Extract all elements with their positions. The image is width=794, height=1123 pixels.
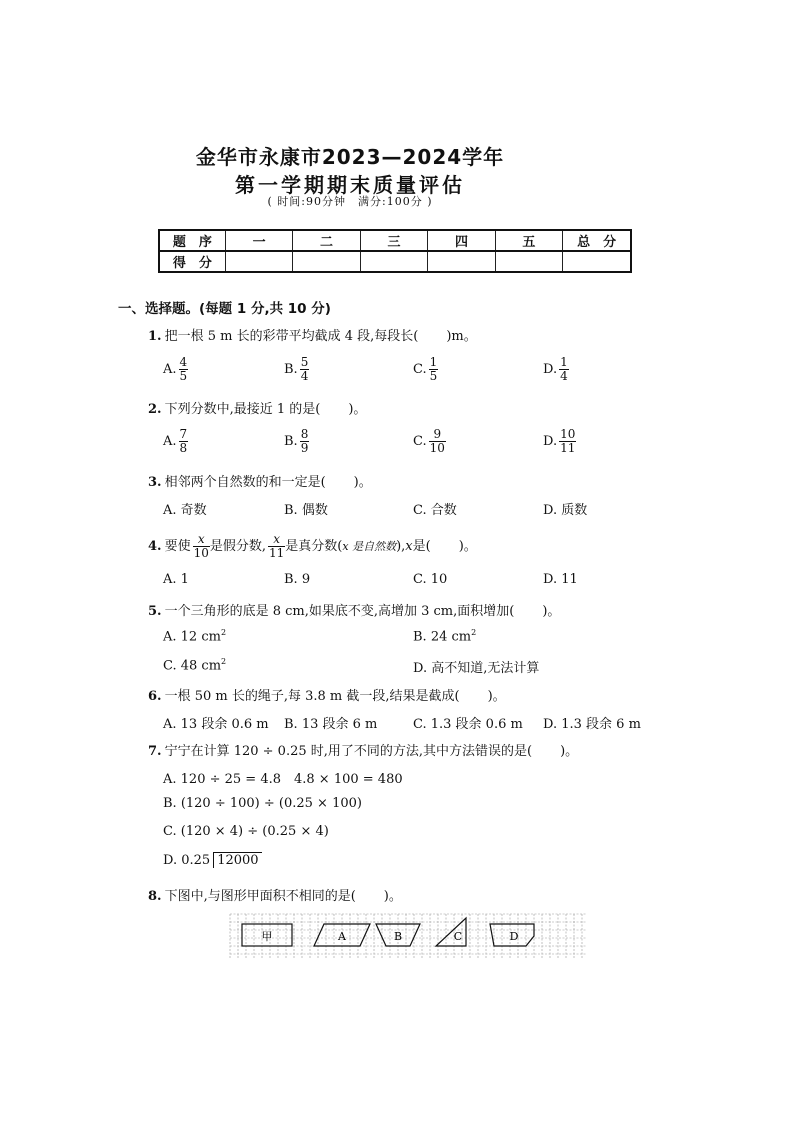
option[interactable]: A. 120 ÷ 25 = 4.8 4.8 × 100 = 480 <box>163 772 403 787</box>
score-table-col: 一 <box>225 230 292 251</box>
question-4: 4. 要使 $\frac{x}{10}$ 是假分数, $\frac{x}{11}$ 是真分数(x 是自然数),x是( )。 <box>148 532 477 560</box>
question-7: 7. 宁宁在计算 120 ÷ 0.25 时,用了不同的方法,其中方法错误的是( )。 <box>148 744 579 759</box>
option[interactable]: A. 奇数 <box>163 503 207 518</box>
score-table-col: 四 <box>428 230 495 251</box>
option[interactable]: B. $\frac{8}{9}$ <box>284 427 309 455</box>
option[interactable]: C. $\frac{9}{10}$ <box>413 427 445 455</box>
option[interactable]: D. 1.3 段余 6 m <box>543 717 641 732</box>
fraction: $\frac{10}{11}$ <box>560 427 576 455</box>
option[interactable]: A. 1 <box>163 572 189 587</box>
fraction: $\frac{5}{4}$ <box>300 355 309 383</box>
option[interactable]: C. $\frac{1}{5}$ <box>413 355 438 383</box>
exam-meta: ( 时间:90分钟 满分:100分 ) <box>267 195 433 208</box>
question-2: 2. 下列分数中,最接近 1 的是( )。 <box>148 402 367 417</box>
score-cell[interactable] <box>360 251 427 272</box>
grid-figure <box>228 912 590 962</box>
option[interactable]: B. 偶数 <box>284 503 328 518</box>
score-table-col: 三 <box>360 230 427 251</box>
score-table-col: 五 <box>495 230 562 251</box>
score-cell[interactable] <box>225 251 292 272</box>
shape-label: D <box>509 930 519 943</box>
option[interactable]: D. 11 <box>543 572 578 587</box>
question-3: 3. 相邻两个自然数的和一定是( )。 <box>148 475 372 490</box>
score-table-score-label: 得 分 <box>159 251 225 272</box>
exam-title: 金华市永康市2023—2024学年 <box>195 145 505 169</box>
fraction: $\frac{4}{5}$ <box>179 355 188 383</box>
score-cell[interactable] <box>293 251 360 272</box>
fraction: $\frac{7}{8}$ <box>179 427 188 455</box>
option[interactable]: C. 1.3 段余 0.6 m <box>413 717 523 732</box>
fraction: $\frac{1}{5}$ <box>429 355 438 383</box>
option[interactable]: D. $\frac{1}{4}$ <box>543 355 568 383</box>
score-table-header-label: 题 序 <box>159 230 225 251</box>
question-5: 5. 一个三角形的底是 8 cm,如果底不变,高增加 3 cm,面积增加( )。 <box>148 604 561 619</box>
option[interactable]: B. $\frac{5}{4}$ <box>284 355 309 383</box>
fraction: $\frac{9}{10}$ <box>429 427 445 455</box>
option[interactable]: C. 合数 <box>413 503 457 518</box>
score-table-score-row <box>159 251 631 272</box>
fraction: $\frac{8}{9}$ <box>300 427 309 455</box>
fraction: $\frac{1}{4}$ <box>560 355 568 383</box>
grid-lines <box>230 914 586 958</box>
exam-subtitle: 第一学期期末质量评估 <box>235 173 465 197</box>
score-table-col: 总 分 <box>563 230 631 251</box>
fraction: $\frac{x}{10}$ <box>193 532 209 560</box>
shape-label: C <box>453 930 463 943</box>
score-cell[interactable] <box>495 251 562 272</box>
option[interactable]: B. (120 ÷ 100) ÷ (0.25 × 100) <box>163 796 362 811</box>
long-division-bracket: 12000 <box>213 852 261 868</box>
option[interactable]: D. 质数 <box>543 503 588 518</box>
option[interactable]: B. 24 $cm^2$ <box>413 628 477 645</box>
score-table-col: 二 <box>293 230 360 251</box>
option[interactable]: C. 10 <box>413 572 448 587</box>
question-6: 6. 一根 50 m 长的绳子,每 3.8 m 截一段,结果是截成( )。 <box>148 689 506 704</box>
option[interactable]: D. 高不知道,无法计算 <box>413 661 540 676</box>
section-title: 一、选择题。(每题 1 分,共 10 分) <box>118 301 331 317</box>
score-table-header-row <box>159 230 631 251</box>
option[interactable]: C. 48 $cm^2$ <box>163 657 227 674</box>
option[interactable]: B. 13 段余 6 m <box>284 717 378 732</box>
score-table <box>158 229 632 273</box>
question-8: 8. 下图中,与图形甲面积不相同的是( )。 <box>148 889 402 904</box>
option[interactable]: A. $\frac{7}{8}$ <box>163 427 188 455</box>
shape-label: 甲 <box>261 930 273 943</box>
option[interactable]: D. 0.25 12000 <box>163 852 262 868</box>
option[interactable]: C. (120 × 4) ÷ (0.25 × 4) <box>163 824 329 839</box>
shape-label: A <box>338 930 346 943</box>
score-cell[interactable] <box>563 251 631 272</box>
fraction: $\frac{x}{11}$ <box>269 532 285 560</box>
shape-label: B <box>393 930 403 943</box>
option[interactable]: A. 13 段余 0.6 m <box>163 717 269 732</box>
question-1: 1. 把一根 5 m 长的彩带平均截成 4 段,每段长( )m。 <box>148 329 477 344</box>
score-cell[interactable] <box>428 251 495 272</box>
option[interactable]: A. 12 $cm^2$ <box>163 628 227 645</box>
long-division-divisor: 0.25 <box>181 853 211 868</box>
option[interactable]: B. 9 <box>284 572 311 587</box>
option[interactable]: A. $\frac{4}{5}$ <box>163 355 188 383</box>
option[interactable]: D. $\frac{10}{11}$ <box>543 427 576 455</box>
